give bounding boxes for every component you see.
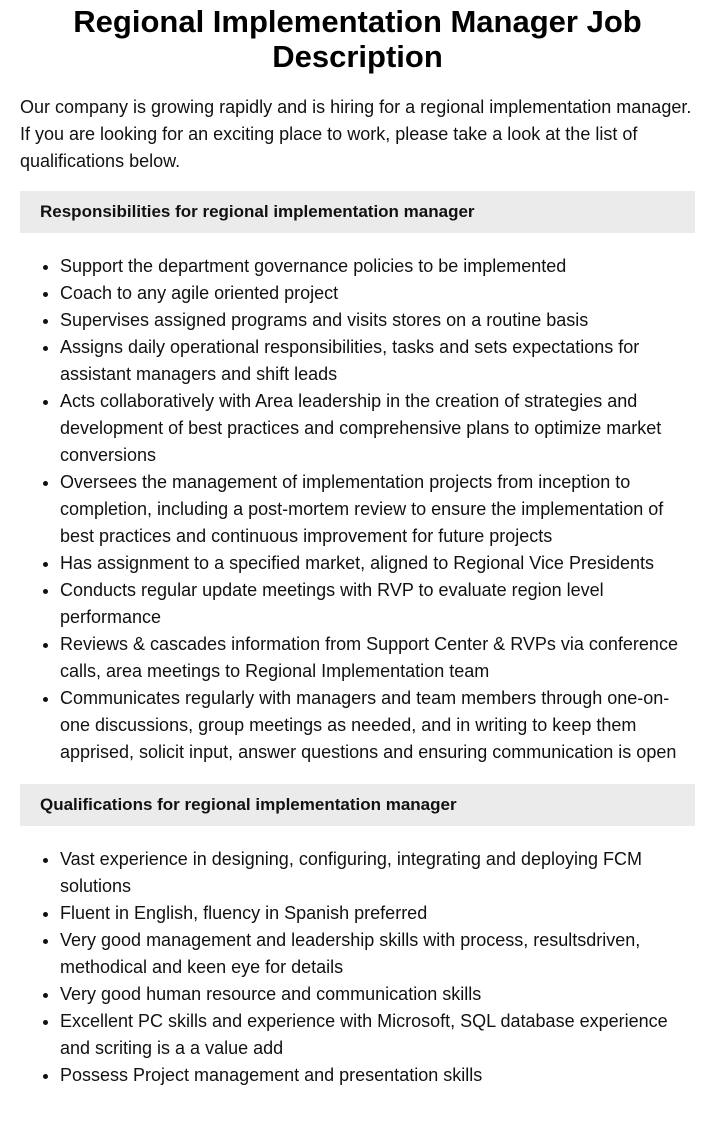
list-item: • Has assignment to a specified market, aligned to Regional Vice Presidents	[60, 550, 695, 577]
qualifications-heading: Qualifications for regional implementation manager	[20, 784, 695, 826]
intro-paragraph: Our company is growing rapidly and is hiring for a regional implementation manager. If you are looking for an exciting place to work, please take a look at the list of qualifications below.	[20, 97, 692, 171]
list-item: • Vast experience in designing, configuring, integrating and deploying FCM solutions	[60, 846, 695, 900]
responsibilities-heading: Responsibilities for regional implementation manager	[20, 191, 695, 233]
qualifications-list	[20, 846, 695, 1089]
list-item: • Reviews & cascades information from Support Center & RVPs via conference calls, area meetings to Regional Implementation team	[60, 631, 695, 685]
list-item: • Excellent PC skills and experience with Microsoft, SQL database experience and scriting is a a value add	[60, 1008, 695, 1062]
list-item: • Support the department governance policies to be implemented	[60, 253, 695, 280]
list-item: • Assigns daily operational responsibilities, tasks and sets expectations for assistant managers and shift leads	[60, 334, 695, 388]
job-description	[0, 4, 720, 1089]
list-item: • Conducts regular update meetings with RVP to evaluate region level performance	[60, 577, 695, 631]
list-item: • Oversees the management of implementation projects from inception to completion, including a post-mortem review to ensure the implementation of best practices and continuous improvement for future projects	[60, 469, 695, 550]
list-item: • Communicates regularly with managers and team members through one-on-one discussions, group meetings as needed, and in writing to keep them apprised, solicit input, answer questions and ensuring communication is open	[60, 685, 695, 766]
list-item: • Fluent in English, fluency in Spanish preferred	[60, 900, 695, 927]
page-title: Regional Implementation Manager Job Description	[73, 4, 642, 74]
list-item: • Coach to any agile oriented project	[60, 280, 695, 307]
list-item: • Supervises assigned programs and visits stores on a routine basis	[60, 307, 695, 334]
list-item: • Very good management and leadership skills with process, resultsdriven, methodical and keen eye for details	[60, 927, 695, 981]
list-item: • Acts collaboratively with Area leadership in the creation of strategies and development of best practices and comprehensive plans to optimize market conversions	[60, 388, 695, 469]
list-item: • Very good human resource and communication skills	[60, 981, 695, 1008]
responsibilities-list	[20, 253, 695, 766]
list-item: • Possess Project management and presentation skills	[60, 1062, 695, 1089]
